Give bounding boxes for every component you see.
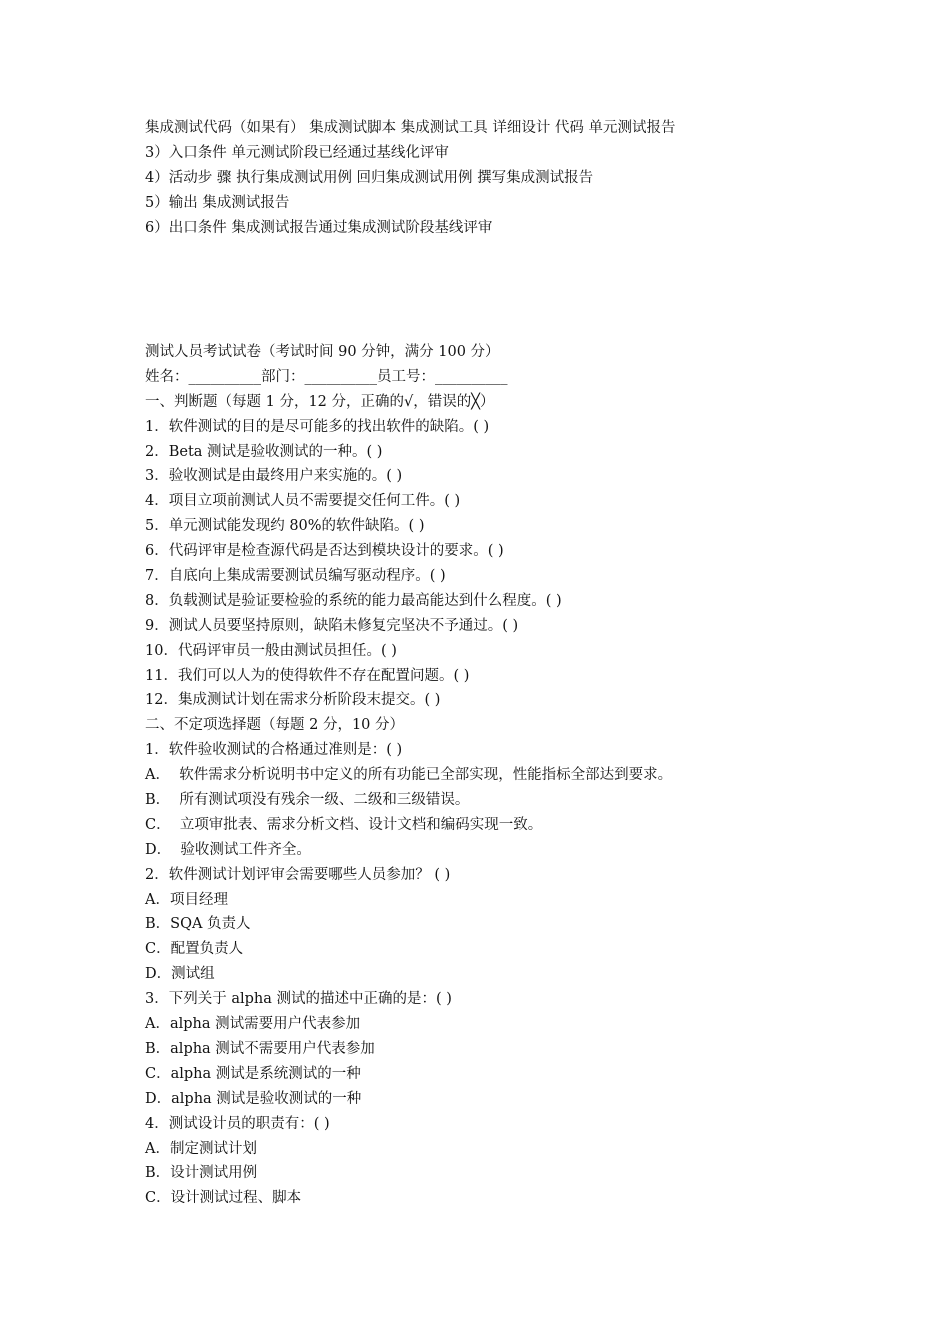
true-false-question: 5．单元测试能发现约 80%的软件缺陷。( ): [145, 518, 425, 535]
choice-option: C．设计测试过程、脚本: [145, 1190, 302, 1207]
choice-option: A．alpha 测试需要用户代表参加: [145, 1016, 361, 1033]
choice-question: 3．下列关于 alpha 测试的描述中正确的是：( ): [145, 991, 452, 1008]
choice-question: 4．测试设计员的职责有：( ): [145, 1115, 330, 1132]
integration-test-section: [145, 116, 925, 240]
exam-paper: [145, 340, 925, 1211]
true-false-question: 6．代码评审是检查源代码是否达到模块设计的要求。( ): [145, 543, 504, 560]
choice-option: C．alpha 测试是系统测试的一种: [145, 1065, 361, 1082]
exit-condition-line: 6）出口条件 集成测试报告通过集成测试阶段基线评审: [145, 219, 493, 236]
input-items-line: 集成测试代码（如果有） 集成测试脚本 集成测试工具 详细设计 代码 单元测试报告: [145, 120, 676, 136]
choice-option: D．测试组: [145, 966, 215, 983]
choice-option: D． 验收测试工件齐全。: [145, 841, 311, 858]
choice-question: 2．软件测试计划评审会需要哪些人员参加？ ( ): [145, 866, 451, 883]
exam-title: 测试人员考试试卷（考试时间 90 分钟，满分 100 分）: [145, 344, 500, 360]
true-false-question: 12．集成测试计划在需求分析阶段末提交。( ): [145, 692, 441, 709]
choice-option: A． 软件需求分析说明书中定义的所有功能已全部实现，性能指标全部达到要求。: [145, 767, 673, 784]
choice-option: B．alpha 测试不需要用户代表参加: [145, 1040, 375, 1057]
true-false-question: 11．我们可以人为的使得软件不存在配置问题。( ): [145, 667, 470, 684]
activity-steps-line: 4）活动步 骤 执行集成测试用例 回归集成测试用例 撰写集成测试报告: [145, 169, 594, 186]
true-false-question: 8．负载测试是验证要检验的系统的能力最高能达到什么程度。( ): [145, 592, 562, 609]
true-false-question: 10．代码评审员一般由测试员担任。( ): [145, 642, 397, 659]
choice-question: 1．软件验收测试的合格通过准则是：( ): [145, 742, 403, 759]
choice-option: D．alpha 测试是验收测试的一种: [145, 1090, 362, 1107]
choice-option: C．配置负责人: [145, 941, 244, 958]
choice-option: B． 所有测试项没有残余一级、二级和三级错误。: [145, 792, 470, 809]
choice-option: B．设计测试用例: [145, 1165, 258, 1182]
section2-heading: 二、不定项选择题（每题 2 分，10 分）: [145, 717, 405, 734]
choice-option: C． 立项审批表、需求分析文档、设计文档和编码实现一致。: [145, 816, 543, 833]
entry-condition-line: 3）入口条件 单元测试阶段已经通过基线化评审: [145, 144, 449, 161]
true-false-question: 1．软件测试的目的是尽可能多的找出软件的缺陷。( ): [145, 418, 490, 435]
choice-option: A．项目经理: [145, 891, 228, 908]
true-false-question: 2．Beta 测试是验收测试的一种。( ): [145, 443, 383, 460]
true-false-question: 9．测试人员要坚持原则，缺陷未修复完坚决不予通过。( ): [145, 617, 519, 634]
section1-heading: 一、判断题（每题 1 分，12 分，正确的√，错误的╳）: [145, 393, 495, 410]
choice-option: B．SQA 负责人: [145, 916, 251, 933]
true-false-question: 4．项目立项前测试人员不需要提交任何工件。( ): [145, 493, 461, 510]
exam-info-line: 姓名：__________部门：__________员工号：__________: [145, 368, 508, 385]
output-line: 5）输出 集成测试报告: [145, 194, 290, 211]
choice-option: A．制定测试计划: [145, 1140, 257, 1157]
true-false-question: 7．自底向上集成需要测试员编写驱动程序。( ): [145, 568, 446, 585]
true-false-question: 3．验收测试是由最终用户来实施的。( ): [145, 468, 403, 485]
